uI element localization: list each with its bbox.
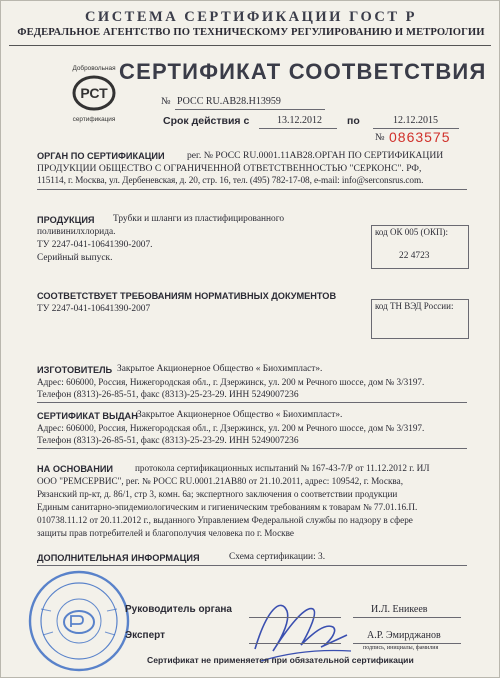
reg-underline — [175, 109, 325, 110]
basis-line3: Рязанский пр-кт, д. 86/1, стр 3, комн. 6а; экспертного заключения о соответствии продукции — [37, 489, 398, 499]
expert-label: Эксперт — [125, 630, 166, 641]
system-title: СИСТЕМА СЕРТИФИКАЦИИ ГОСТ Р — [84, 9, 418, 25]
basis-line5: 010738.11.12 от 20.11.2012 г., выданного Управлением Федеральной службы по надзору в сфере — [37, 515, 413, 525]
basis-label: НА ОСНОВАНИИ — [37, 464, 114, 474]
product-line3: ТУ 2247-041-10641390-2007. — [37, 240, 153, 250]
additional-label: ДОПОЛНИТЕЛЬНАЯ ИНФОРМАЦИЯ — [37, 553, 200, 563]
reg-prefix: № — [161, 96, 171, 107]
date-to: 12.12.2015 — [393, 115, 438, 126]
stamp-icon — [27, 569, 131, 673]
compliance-label: СООТВЕТСТВУЕТ ТРЕБОВАНИЯМ НОРМАТИВНЫХ ДОКУМЕНТОВ — [37, 291, 337, 301]
issued-name: Закрытое Акционерное Общество « Биохимпласт». — [137, 410, 343, 420]
tnved-label: код ТН ВЭД России: — [375, 301, 454, 311]
logo-bottom-text: сертификация — [72, 116, 116, 123]
head-label: Руководитель органа — [125, 604, 232, 615]
manufacturer-name: Закрытое Акционерное Общество « Биохимпласт». — [117, 364, 323, 374]
product-line1: Трубки и шланги из пластифицированного — [113, 214, 285, 224]
manufacturer-phone: Телефон (8313)-26-85-51, факс (8313)-25-23-29. ИНН 5249007236 — [37, 390, 299, 400]
reg-number: РОСС RU.АВ28.Н13959 — [177, 96, 281, 107]
product-line2: поливинилхлорида. — [37, 227, 116, 237]
certificate-title: СЕРТИФИКАТ СООТВЕТСТВИЯ — [119, 59, 487, 84]
logo-top-text: Добровольная — [72, 65, 116, 72]
manufacturer-address: Адрес: 606000, Россия, Нижегородская обл., г. Дзержинск, ул. 200 м Речного шоссе, дом № 3/3197. — [37, 377, 425, 387]
name-caption: подпись, инициалы, фамилия — [363, 645, 439, 651]
basis-line1: протокола сертификационных испытаний № 167-43-7/Р от 11.12.2012 г. ИЛ — [135, 463, 430, 473]
date-from: 13.12.2012 — [277, 115, 322, 126]
head-name-line — [353, 617, 461, 618]
issued-label: СЕРТИФИКАТ ВЫДАН — [37, 411, 138, 421]
expert-name-line — [353, 643, 461, 644]
header-divider — [9, 45, 491, 46]
expert-name: А.Р. Эмирджанов — [367, 630, 441, 641]
okp-value: 22 4723 — [399, 251, 430, 261]
to-label: по — [347, 115, 360, 127]
cert-body-underline — [37, 189, 467, 190]
issued-phone: Телефон (8313)-26-85-51, факс (8313)-25-23-29. ИНН 5249007236 — [37, 436, 299, 446]
additional-value: Схема сертификации: 3. — [229, 552, 326, 562]
okp-label: код ОК 005 (ОКП): — [375, 227, 448, 237]
agency-name: ФЕДЕРАЛЬНОЕ АГЕНТСТВО ПО ТЕХНИЧЕСКОМУ РЕГУЛИРОВАНИЮ И МЕТРОЛОГИИ — [17, 27, 485, 38]
manufacturer-underline — [37, 402, 467, 403]
product-line4: Серийный выпуск. — [37, 253, 113, 263]
validity-label: Срок действия с — [163, 115, 250, 127]
issued-address: Адрес: 606000, Россия, Нижегородская обл., г. Дзержинск, ул. 200 м Речного шоссе, дом № 3/3197. — [37, 423, 425, 433]
date-from-underline — [259, 128, 337, 129]
head-name: И.Л. Еникеев — [371, 604, 428, 615]
head-sign-line — [249, 617, 341, 618]
serial-number: 0863575 — [389, 129, 451, 145]
cert-body-line2: ПРОДУКЦИИ ОБЩЕСТВО С ОГРАНИЧЕННОЙ ОТВЕТСТВЕННОСТЬЮ "СЕРКОНС". РФ, — [37, 163, 422, 174]
issued-underline — [37, 448, 467, 449]
manufacturer-label: ИЗГОТОВИТЕЛЬ — [37, 365, 113, 375]
product-label: ПРОДУКЦИЯ — [37, 215, 95, 225]
compliance-line1: ТУ 2247-041-10641390-2007 — [37, 304, 151, 314]
serial-prefix: № — [375, 132, 385, 143]
basis-line2: ООО "РЕМСЕРВИС", рег. № РОСС RU.0001.21АВ80 от 21.10.2011, адрес: 109542, г. Москва, — [37, 476, 404, 486]
logo-mark: РСТ — [80, 85, 108, 101]
rst-logo-icon — [67, 61, 121, 123]
expert-sign-line — [249, 643, 341, 644]
cert-body-label: ОРГАН ПО СЕРТИФИКАЦИИ — [37, 151, 165, 161]
cert-body-line3: 115114, г. Москва, ул. Дербеневская, д. 20, стр. 16, тел. (495) 782-17-08, e-mail: info@serconsrus.com. — [37, 176, 424, 186]
basis-line6: защиты прав потребителей и благополучия человека по г. Москве — [37, 528, 294, 538]
additional-underline — [37, 565, 467, 566]
footer-note: Сертификат не применяется при обязательной сертификации — [147, 655, 414, 665]
cert-body-line1: рег. № РОСС RU.0001.11АВ28.ОРГАН ПО СЕРТИФИКАЦИИ — [187, 150, 444, 161]
basis-line4: Единым санитарно-эпидемиологическим и гигиеническим требованиям к товарам № 77.01.16.П. — [37, 502, 418, 512]
